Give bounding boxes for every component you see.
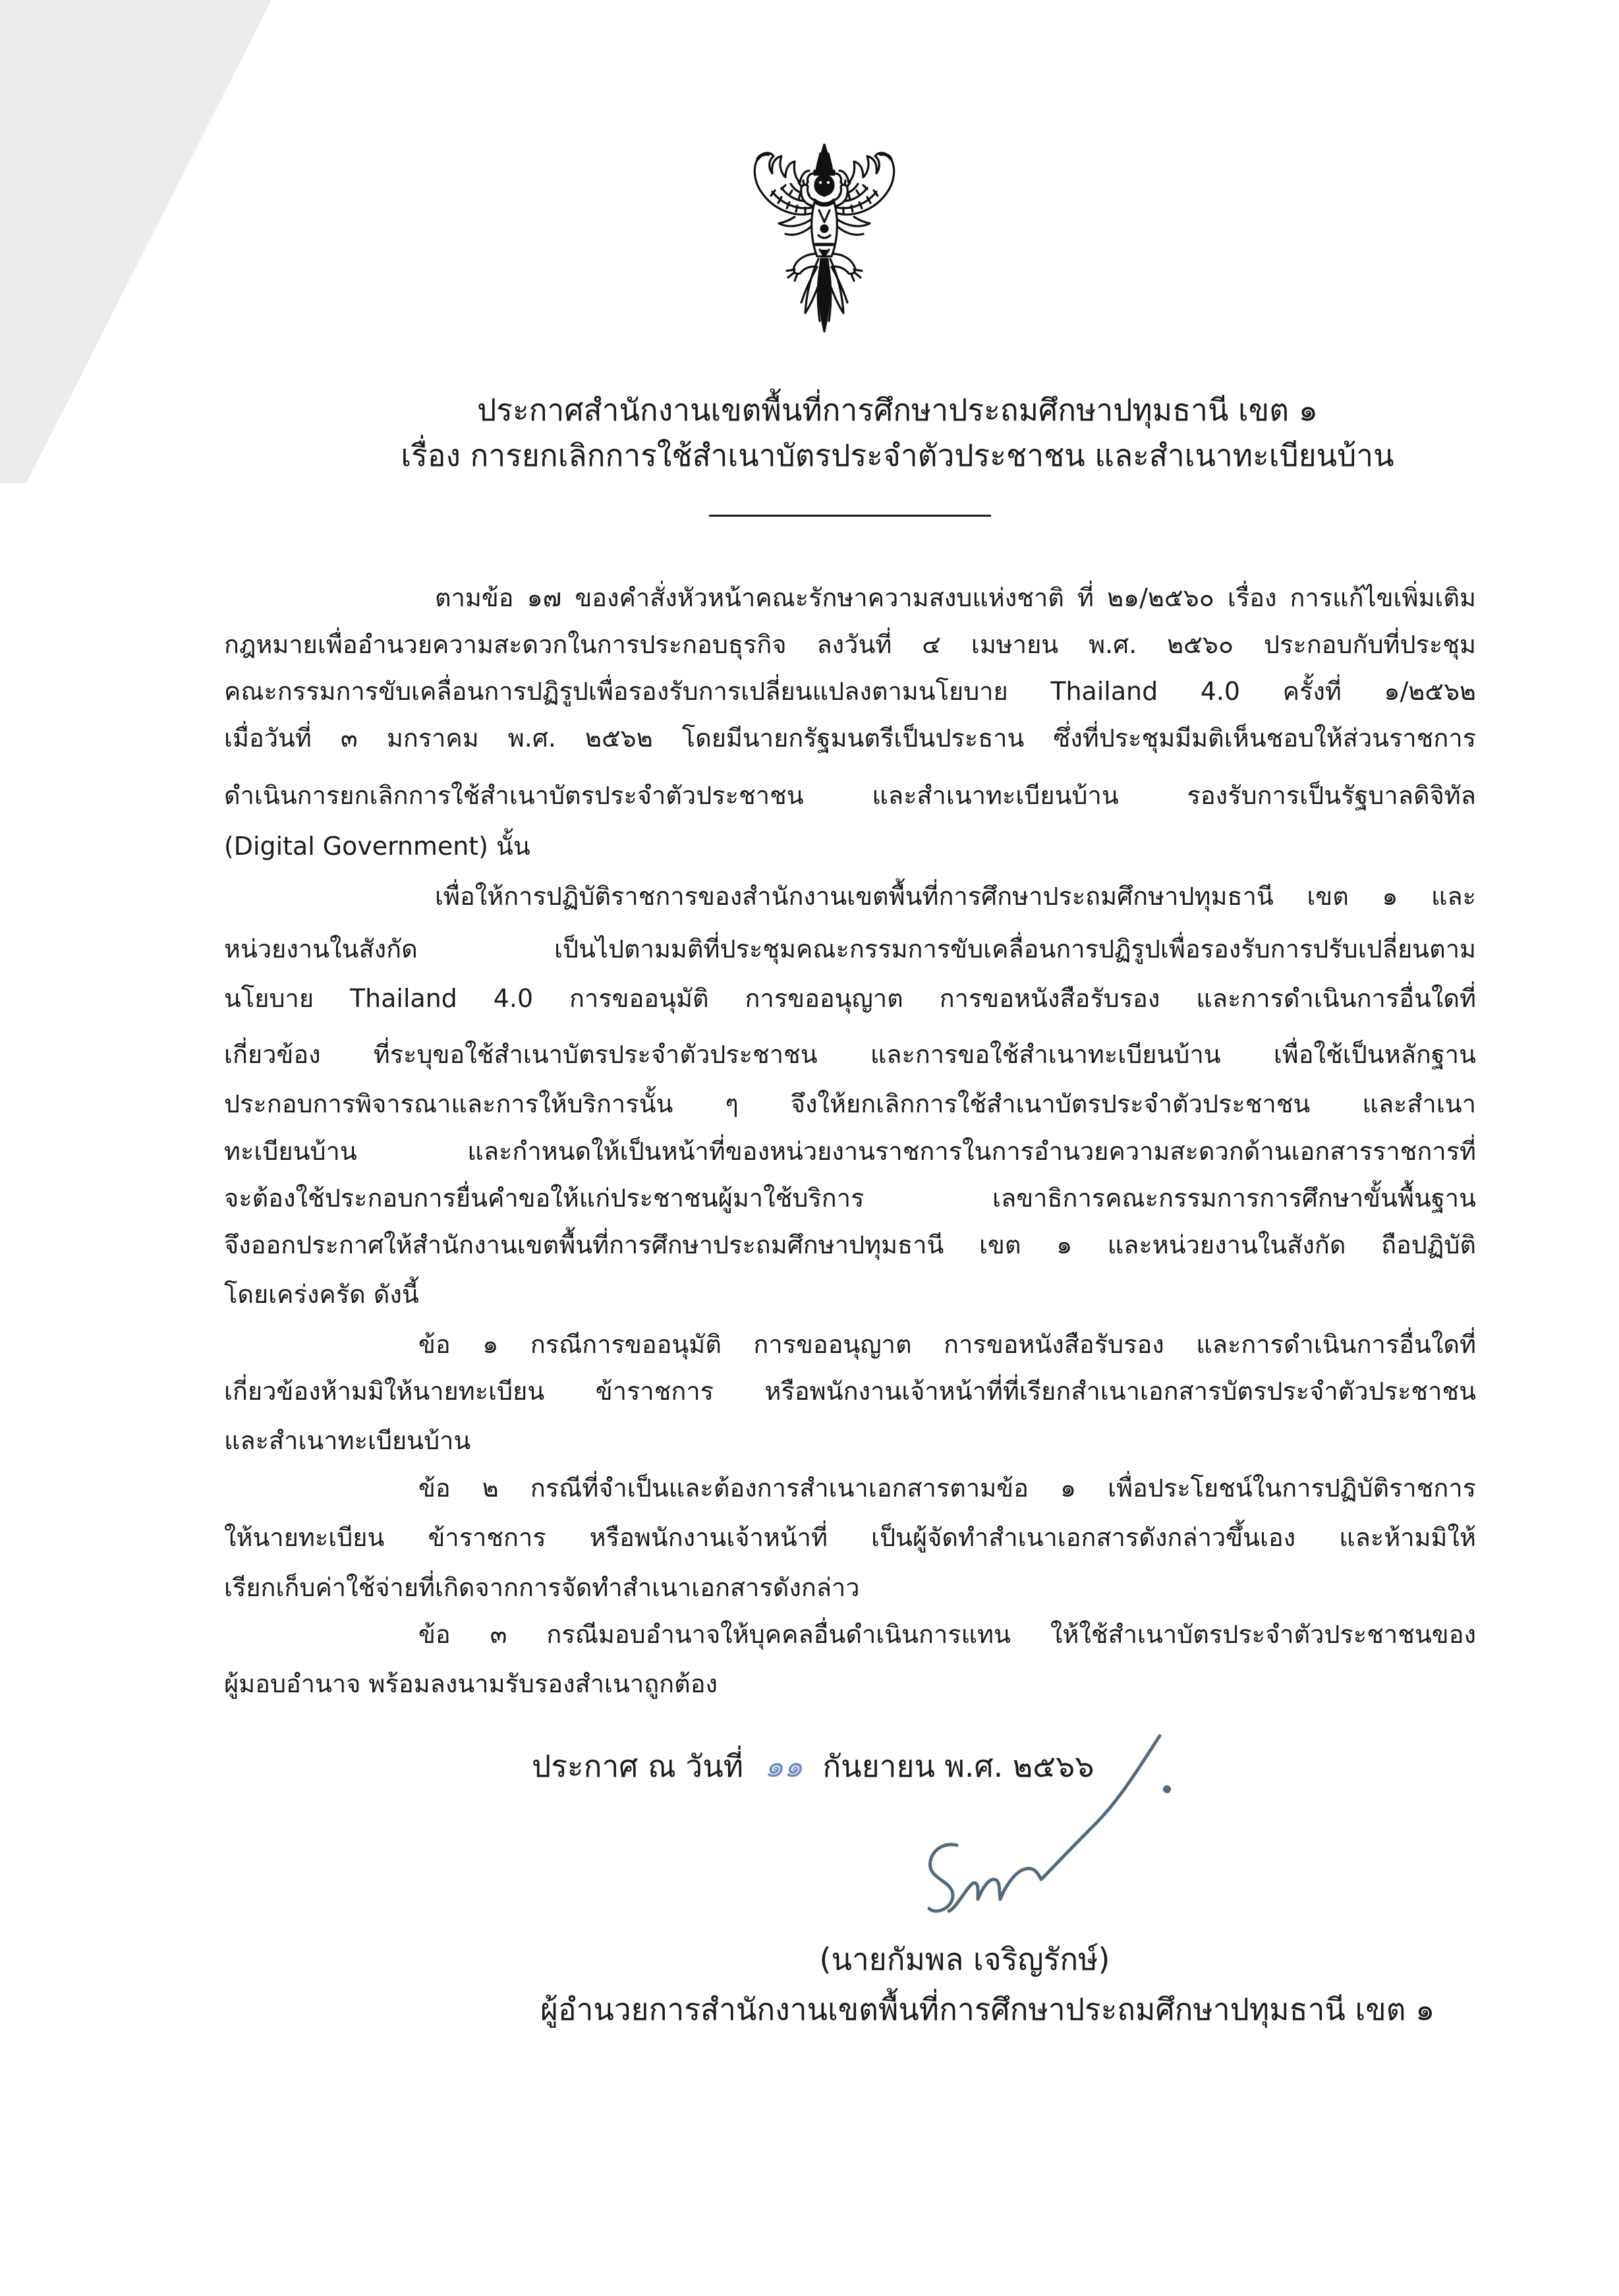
paragraph-2-line: ทะเบียนบ้าน และกำหนดให้เป็นหน้าที่ของหน่วยงานราชการในการอำนวยความสะดวกด้านเอกสารราชการที่ xyxy=(224,1137,1476,1166)
item-3-line: ข้อ ๓ กรณีมอบอำนาจให้บุคคลอื่นดำเนินการแทน ให้ใช้สำเนาบัตรประจำตัวประชาชนของ xyxy=(418,1620,1476,1649)
paragraph-1-line: ตามข้อ ๑๗ ของคำสั่งหัวหน้าคณะรักษาความสงบแห่งชาติ ที่ ๒๑/๒๕๖๐ เรื่อง การแก้ไขเพิ่มเติม xyxy=(435,583,1476,612)
title-underline xyxy=(709,515,991,517)
item-3-line: ผู้มอบอำนาจ พร้อมลงนามรับรองสำเนาถูกต้อง xyxy=(224,1669,718,1698)
paragraph-2-line: หน่วยงานในสังกัด เป็นไปตามมติที่ประชุมคณะกรรมการขับเคลื่อนการปฏิรูปเพื่อรองรับการปรับเปลี่ยนตาม xyxy=(224,934,1476,963)
paragraph-1-line: คณะกรรมการขับเคลื่อนการปฏิรูปเพื่อรองรับการเปลี่ยนแปลงตามนโยบาย Thailand 4.0 ครั้งที่ ๑/๒๕๖๒ xyxy=(224,677,1476,706)
item-1-line: ข้อ ๑ กรณีการขออนุมัติ การขออนุญาต การขอหนังสือรับรอง และการดำเนินการอื่นใดที่ xyxy=(418,1330,1476,1359)
paragraph-2-line: จึงออกประกาศให้สำนักงานเขตพื้นที่การศึกษาประถมศึกษาปทุมธานี เขต ๑ และหน่วยงานในสังกัด ถือปฏิบัติ xyxy=(224,1230,1476,1259)
announcement-title: ประกาศสำนักงานเขตพื้นที่การศึกษาประถมศึกษาปทุมธานี เขต ๑ xyxy=(477,392,1318,428)
handwritten-day: ๑๑ xyxy=(764,1748,803,1784)
paragraph-1-line: (Digital Government) นั้น xyxy=(224,832,530,861)
date-suffix: กันยายน พ.ศ. ๒๕๖๖ xyxy=(822,1748,1094,1784)
item-2-line: เรียกเก็บค่าใช้จ่ายที่เกิดจากการจัดทำสำเนาเอกสารดังกล่าว xyxy=(224,1573,860,1602)
garuda-emblem-icon xyxy=(749,144,900,336)
paragraph-1-line: เมื่อวันที่ ๓ มกราคม พ.ศ. ๒๕๖๒ โดยมีนายกรัฐมนตรีเป็นประธาน ซึ่งที่ประชุมมีมติเห็นชอบให้ส่วนราชการ xyxy=(224,724,1476,753)
scan-shadow xyxy=(0,0,277,488)
item-1-line: และสำเนาทะเบียนบ้าน xyxy=(224,1426,471,1455)
paragraph-1-line: ดำเนินการยกเลิกการใช้สำเนาบัตรประจำตัวประชาชน และสำเนาทะเบียนบ้าน รองรับการเป็นรัฐบาลดิจิทัล xyxy=(224,781,1476,810)
paragraph-2-line: โดยเคร่งครัด ดังนี้ xyxy=(224,1280,419,1309)
paragraph-2-line: จะต้องใช้ประกอบการยื่นคำขอให้แก่ประชาชนผู้มาใช้บริการ เลขาธิการคณะกรรมการการศึกษาขั้นพื้นฐาน xyxy=(224,1184,1476,1213)
paragraph-1-line: กฎหมายเพื่ออำนวยความสะดวกในการประกอบธุรกิจ ลงวันที่ ๔ เมษายน พ.ศ. ๒๕๖๐ ประกอบกับที่ประชุม xyxy=(224,630,1476,659)
date-prefix: ประกาศ ณ วันที่ xyxy=(532,1748,744,1784)
signatory-position: ผู้อำนวยการสำนักงานเขตพื้นที่การศึกษาประถมศึกษาปทุมธานี เขต ๑ xyxy=(540,1992,1435,2027)
signature xyxy=(909,1713,1186,1937)
item-1-line: เกี่ยวข้องห้ามมิให้นายทะเบียน ข้าราชการ หรือพนักงานเจ้าหน้าที่ที่เรียกสำเนาเอกสารบัตรประจำตัวประชาชน xyxy=(224,1377,1476,1406)
announcement-subject: เรื่อง การยกเลิกการใช้สำเนาบัตรประจำตัวประชาชน และสำเนาทะเบียนบ้าน xyxy=(401,438,1394,473)
signatory-name: (นายกัมพล เจริญรักษ์) xyxy=(819,1941,1110,1977)
paragraph-2-line: นโยบาย Thailand 4.0 การขออนุมัติ การขออนุญาต การขอหนังสือรับรอง และการดำเนินการอื่นใดที่ xyxy=(224,984,1476,1013)
item-2-line: ให้นายทะเบียน ข้าราชการ หรือพนักงานเจ้าหน้าที่ เป็นผู้จัดทำสำเนาเอกสารดังกล่าวขึ้นเอง และห้ามมิให้ xyxy=(224,1523,1476,1552)
paragraph-2-line: ประกอบการพิจารณาและการให้บริการนั้น ๆ จึงให้ยกเลิกการใช้สำเนาบัตรประจำตัวประชาชน และสำเนา xyxy=(224,1089,1476,1118)
item-2-line: ข้อ ๒ กรณีที่จำเป็นและต้องการสำเนาเอกสารตามข้อ ๑ เพื่อประโยชน์ในการปฏิบัติราชการ xyxy=(418,1474,1476,1503)
paragraph-2-line: เพื่อให้การปฏิบัติราชการของสำนักงานเขตพื้นที่การศึกษาประถมศึกษาปทุมธานี เขต ๑ และ xyxy=(435,882,1476,911)
paragraph-2-line: เกี่ยวข้อง ที่ระบุขอใช้สำเนาบัตรประจำตัวประชาชน และการขอใช้สำเนาทะเบียนบ้าน เพื่อใช้เป็นหลักฐาน xyxy=(224,1040,1476,1069)
